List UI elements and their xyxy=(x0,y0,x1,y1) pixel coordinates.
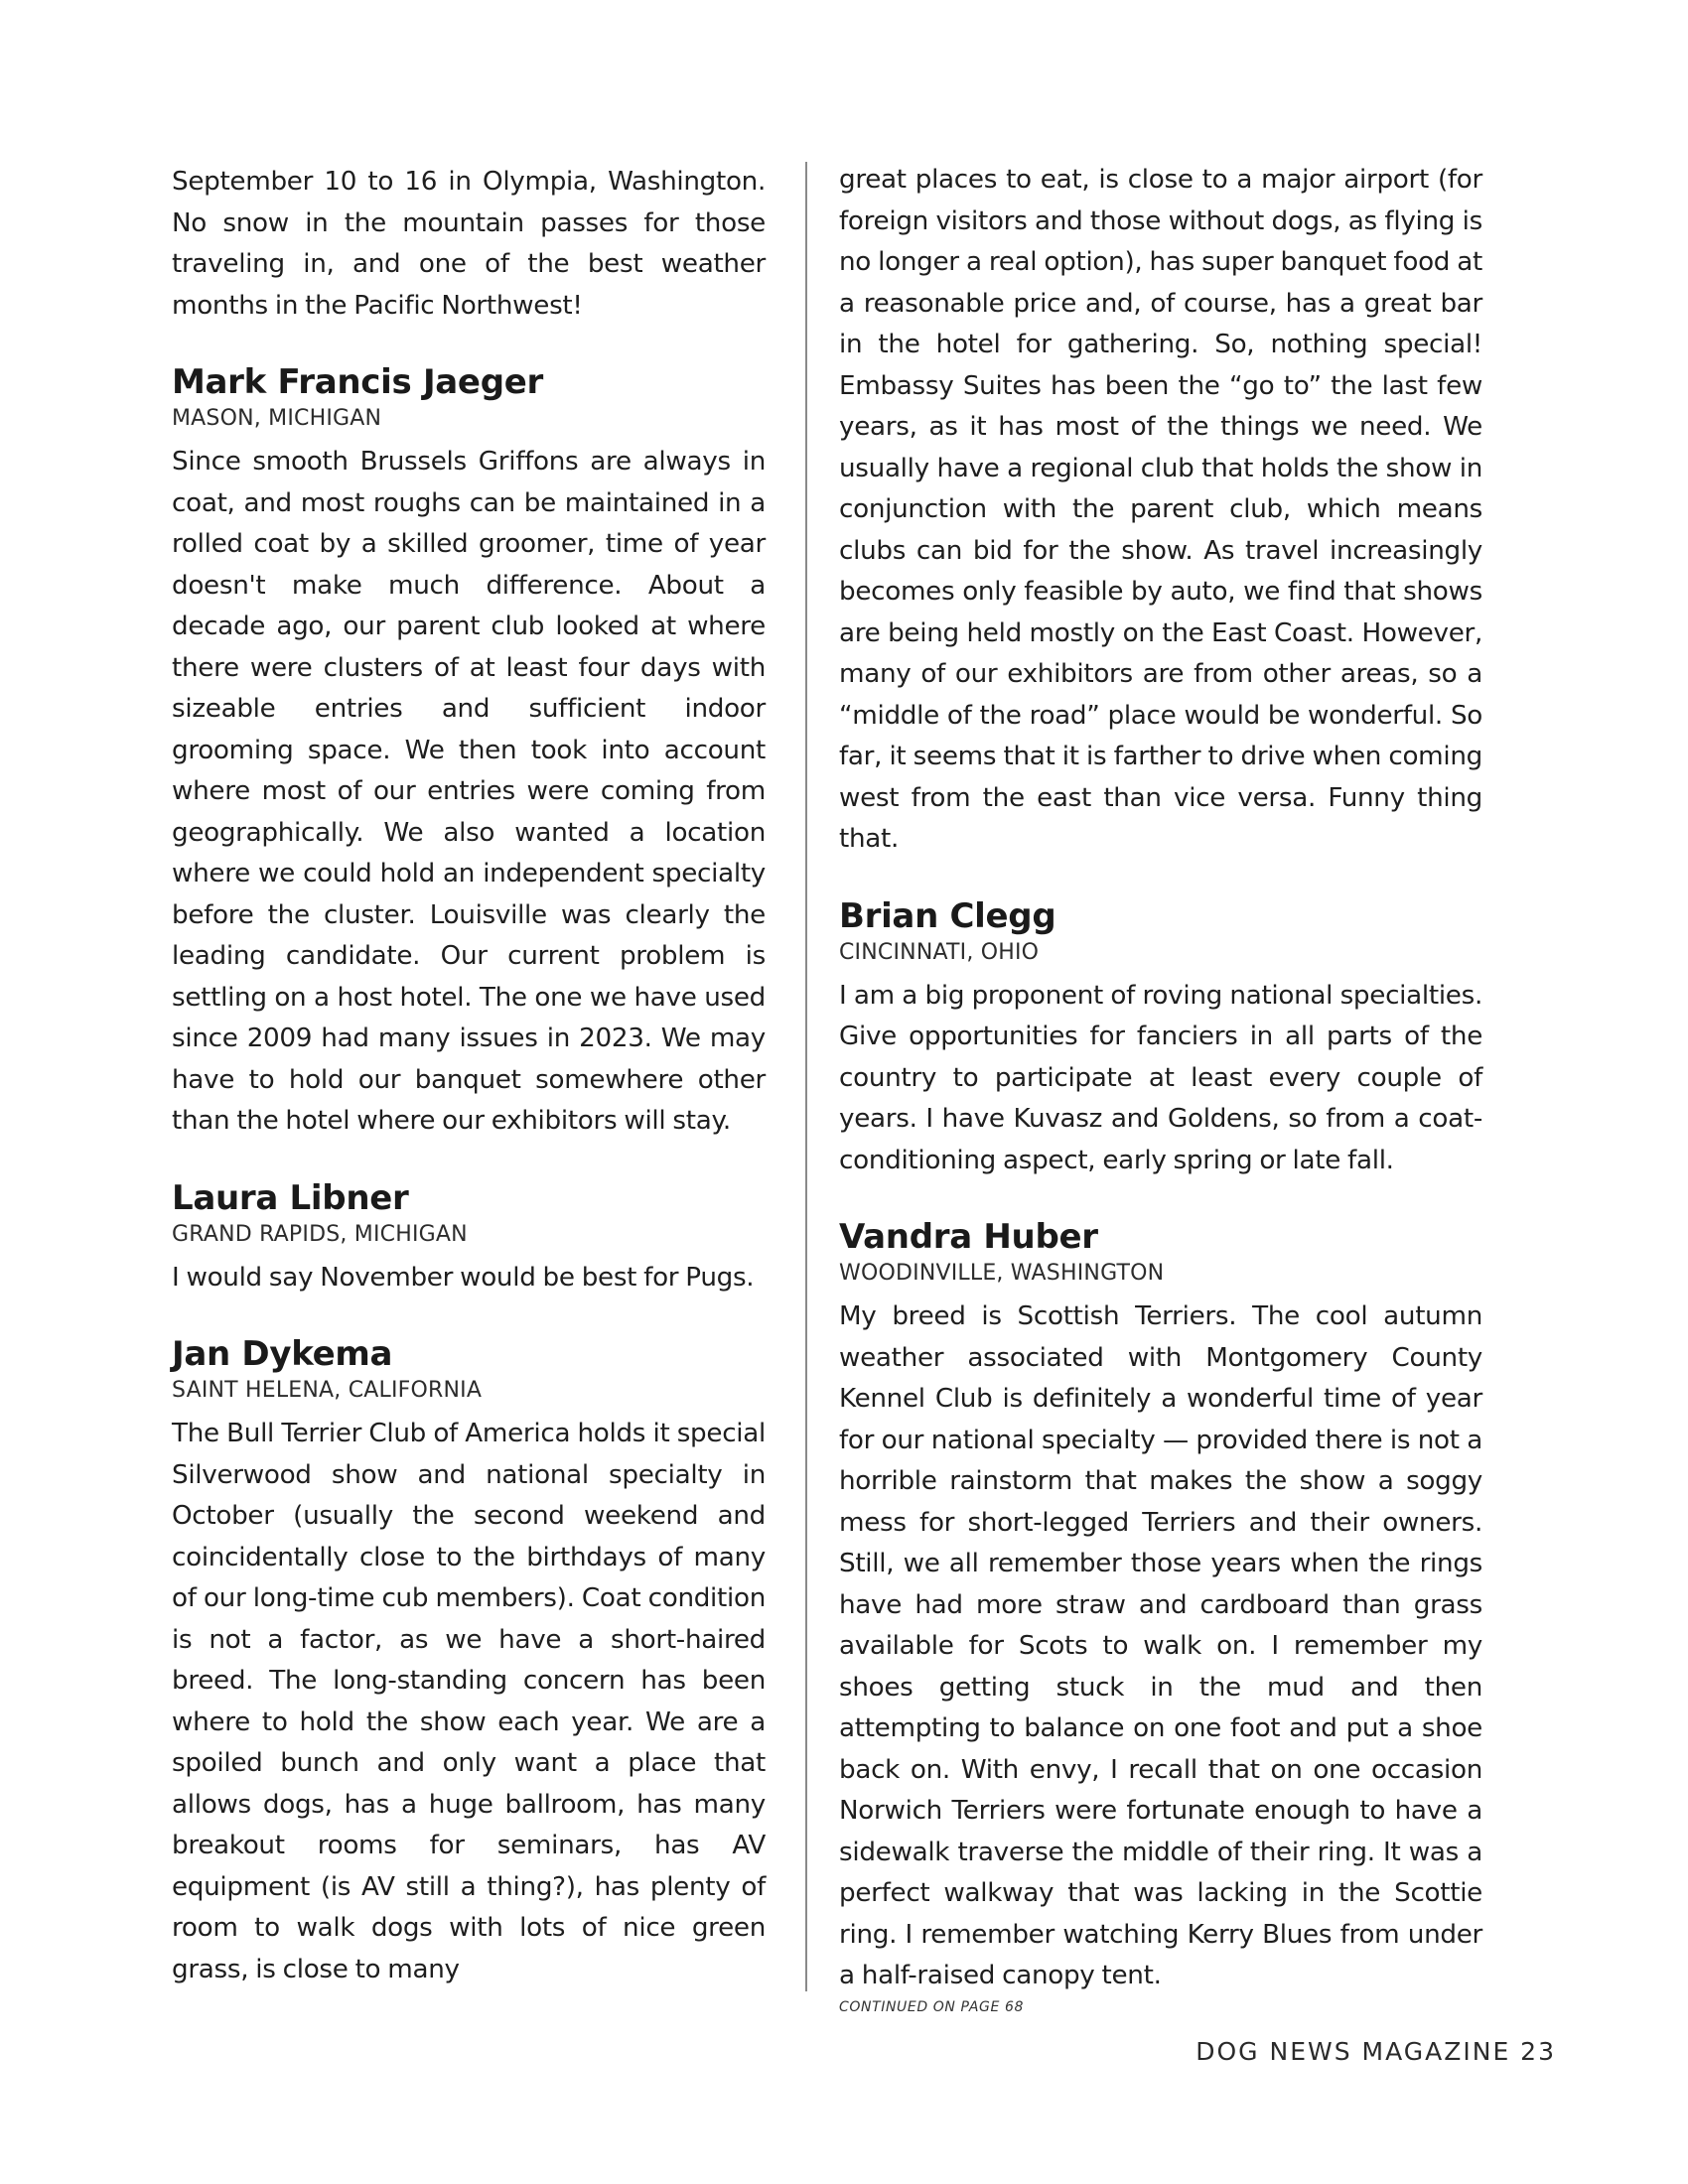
entry-location: WOODINVILLE, WASHINGTON xyxy=(839,1261,1165,1286)
right-column xyxy=(839,160,1482,2015)
entry-text: Since smooth Brussels Griffons are always in coat, and most roughs can be maintained in a rolled coat by a skilled groomer, time of year doesn't make much difference. About a decade ago, our parent club looked at where there were clusters of at least four days with sizeable entries and sufficient indoor grooming space. We then took into account where most of our entries were coming from geographically. We also wanted a location where we could hold an independent specialty before the cluster. Louisville was clearly the leading candidate. Our current problem is settling on a host hotel. The one we have used since 2009 had many issues in 2023. We may have to hold our banquet somewhere other than the hotel where our exhibitors will stay. xyxy=(172,447,766,1136)
column-divider xyxy=(805,162,807,1991)
entry-text: I am a big proponent of roving national specialties. Give opportunities for fanciers in all parts of the country to participate at least every couple of years. I have Kuvasz and Goldens, so from a coat-conditioning aspect, early spring or late fall. xyxy=(839,980,1482,1175)
entry-location: CINCINNATI, OHIO xyxy=(839,939,1040,965)
entry-text: The Bull Terrier Club of America holds it special Silverwood show and national specialty in October (usually the second weekend and coincidentally close to the birthdays of many of our long-time cub members). Coat condition is not a factor, as we have a short-haired breed. The long-standing concern has been where to hold the show each year. We are a spoiled bunch and only want a place that allows dogs, has a huge ballroom, has many breakout rooms for seminars, has AV equipment (is AV still a thing?), has plenty of room to walk dogs with lots of nice green grass, is close to many xyxy=(172,1419,766,1984)
entry-location: SAINT HELENA, CALIFORNIA xyxy=(172,1378,483,1403)
entry-brian-clegg xyxy=(839,896,1482,1182)
entry-mark-francis-jaeger xyxy=(172,362,766,1143)
entry-location: MASON, MICHIGAN xyxy=(172,406,382,431)
continued-note: CONTINUED ON PAGE 68 xyxy=(839,1998,1024,2015)
entry-location: GRAND RAPIDS, MICHIGAN xyxy=(172,1221,468,1247)
entry-text: I would say November would be best for Pugs. xyxy=(172,1262,755,1293)
entry-name: Brian Clegg xyxy=(839,895,1056,936)
entry-text: My breed is Scottish Terriers. The cool autumn weather associated with Montgomery County Kennel Club is definitely a wonderful time of year for our national specialty — provided there is not a horrible rainstorm that makes the show a soggy mess for short-legged Terriers and their owners. Still, we all remember those years when the rings have had more straw and cardboard than grass available for Scots to walk on. I remember my shoes getting stuck in the mud and then attempting to balance on one foot and put a shoe back on. With envy, I recall that on one occasion Norwich Terriers were fortunate enough to have a sidewalk traverse the middle of their ring. It was a perfect walkway that was lacking in the Scottie ring. I remember watching Kerry Blues from under a half-raised canopy tent. xyxy=(839,1301,1482,1990)
intro-paragraph: September 10 to 16 in Olympia, Washington. No snow in the mountain passes for those traveling in, and one of the best weather months in the Pacific Northwest! xyxy=(172,167,766,321)
page-footer: DOG NEWS MAGAZINE 23 xyxy=(1196,2037,1556,2066)
left-column xyxy=(172,162,766,1990)
entry-jan-dykema xyxy=(172,1334,766,1990)
entry-vandra-huber xyxy=(839,1217,1482,2015)
entry-name: Mark Francis Jaeger xyxy=(172,362,543,402)
entry-name: Jan Dykema xyxy=(172,1334,393,1374)
continued-paragraph: great places to eat, is close to a major airport (for foreign visitors and those without dogs, as flying is no longer a real option), has super banquet food at a reasonable price and, of course, has a great bar in the hotel for gathering. So, nothing special! Embassy Suites has been the “go to” the last few years, as it has most of the things we need. We usually have a regional club that holds the show in conjunction with the parent club, which means clubs can bid for the show. As travel increasingly becomes only feasible by auto, we find that shows are being held mostly on the East Coast. However, many of our exhibitors are from other areas, so a “middle of the road” place would be wonderful. So far, it seems that it is farther to drive when coming west from the east than vice versa. Funny thing that. xyxy=(839,165,1482,854)
entry-name: Vandra Huber xyxy=(839,1217,1098,1257)
entry-laura-libner xyxy=(172,1178,766,1299)
entry-name: Laura Libner xyxy=(172,1177,409,1218)
